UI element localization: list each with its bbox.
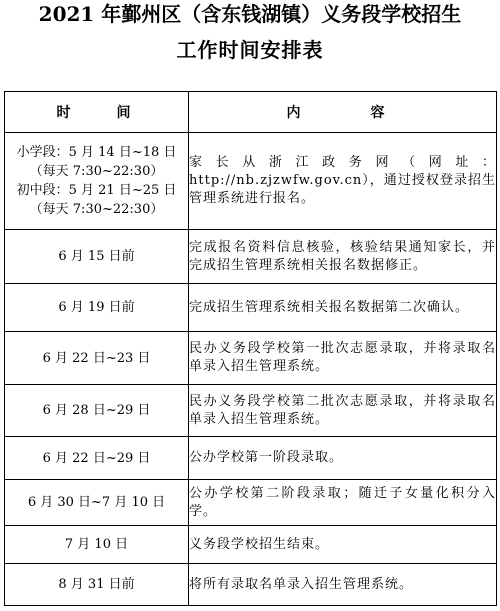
time-text: 6 月 30 日~7 月 10 日 (27, 495, 166, 510)
time-cell (5, 332, 189, 385)
table-row (5, 332, 497, 385)
document-title-line2: 工作时间安排表 (176, 38, 324, 62)
time-text: 8 月 31 日前 (58, 577, 135, 592)
time-cell (5, 284, 189, 332)
column-header-content: 内 容 (189, 92, 497, 133)
time-cell (5, 564, 189, 606)
content-cell: 公办学校第二阶段录取；随迁子女量化积分入学。 (189, 480, 497, 526)
content-cell: 完成报名资料信息核验，核验结果通知家长，并完成招生管理系统相关报名数据修正。 (189, 230, 497, 284)
table-row (5, 284, 497, 332)
time-cell (5, 437, 189, 480)
schedule-table (4, 91, 497, 606)
time-text: 6 月 22 日~29 日 (42, 450, 151, 466)
time-text: 初中段：5 月 21 日~25 日 (16, 183, 177, 198)
time-text: 6 月 28 日~29 日 (42, 403, 151, 418)
content-cell: 义务段学校招生结束。 (189, 526, 497, 564)
time-cell (5, 526, 189, 564)
time-text: 7 月 10 日 (64, 537, 129, 552)
time-cell (5, 230, 189, 284)
time-cell (5, 385, 189, 437)
document-title-line1: 2021 年鄞州区（含东钱湖镇）义务段学校招生 (38, 2, 462, 26)
table-row (5, 564, 497, 606)
content-cell: 民办义务段学校第二批次志愿录取，并将录取名单录入招生管理系统。 (189, 385, 497, 437)
table-row (5, 230, 497, 284)
table-row (5, 480, 497, 526)
time-text: 6 月 15 日前 (58, 249, 135, 264)
time-text: （每天 7:30~22:30） (29, 202, 164, 217)
table-row (5, 385, 497, 437)
content-cell: 公办学校第一阶段录取。 (189, 437, 497, 480)
table-row (5, 133, 497, 230)
table-row (5, 437, 497, 480)
time-text: 6 月 19 日前 (58, 300, 135, 315)
content-cell: 完成招生管理系统相关报名数据第二次确认。 (189, 284, 497, 332)
content-cell: 民办义务段学校第一批次志愿录取，并将录取名单录入招生管理系统。 (189, 332, 497, 385)
time-cell (5, 480, 189, 526)
content-cell: 家长从浙江政务网（网址：http://nb.zjzwfw.gov.cn），通过授权登录招生管理系统进行报名。 (189, 133, 497, 230)
time-cell (5, 133, 189, 230)
time-text: 6 月 22 日~23 日 (42, 350, 151, 366)
time-text: （每天 7:30~22:30） (29, 164, 164, 179)
table-row (5, 526, 497, 564)
table-header-row (5, 92, 497, 133)
time-text: 小学段：5 月 14 日~18 日 (16, 145, 177, 160)
content-cell: 将所有录取名单录入招生管理系统。 (189, 564, 497, 606)
column-header-time: 时 间 (5, 92, 189, 133)
